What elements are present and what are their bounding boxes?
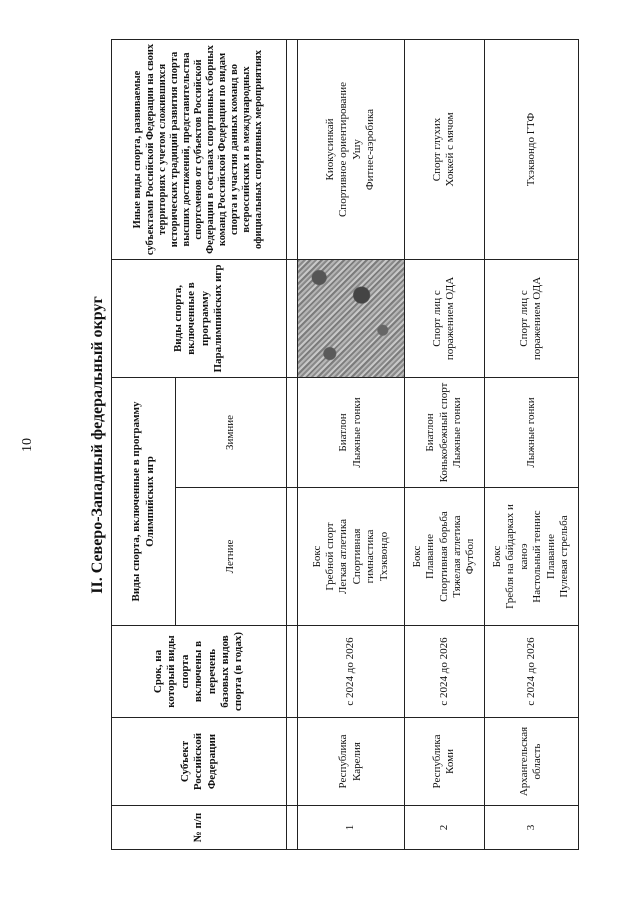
header-winter: Зимние xyxy=(176,378,287,488)
table-row xyxy=(297,40,404,850)
header-other: Иные виды спорта, развиваемые субъектами Российской Федерации на своих территориях с учетом сложившихся исторических традиций развития спорта высших достижений, представительства спортсменов от субъектов Российской Федерации в составах спортивных сборных команд Российской Федерации по видам спорта и участия данных команд во всероссийских и в международных официальных спортивных мероприятиях xyxy=(112,40,287,260)
page-number: 10 xyxy=(20,438,35,452)
table-row xyxy=(404,40,484,850)
sports-table xyxy=(111,39,579,850)
header-subject: Субъект Российской Федерации xyxy=(112,718,287,806)
row-other: Тхэквондо ГТФ xyxy=(484,40,578,260)
row-summer: Бокс Гребной спорт Легкая атлетика Спортивная гимнастика Тхэквондо xyxy=(297,488,404,626)
row-other: Киокусинкай Спортивное ориентирование Ушу Фитнес-аэробика xyxy=(297,40,404,260)
row-other: Спорт глухих Хоккей с мячом xyxy=(404,40,484,260)
row-subject: Архангельская область xyxy=(484,718,578,806)
header-term: Срок, на который виды спорта включены в перечень базовых видов спорта (в годах) xyxy=(112,626,287,718)
row-num: 3 xyxy=(484,806,578,850)
row-num: 2 xyxy=(404,806,484,850)
table-header-row xyxy=(112,40,176,850)
row-winter: Лыжные гонки xyxy=(484,378,578,488)
row-winter: Биатлон Конькобежный спорт Лыжные гонки xyxy=(404,378,484,488)
row-summer: Бокс Плавание Спортивная борьба Тяжелая атлетика Футбол xyxy=(404,488,484,626)
row-num: 1 xyxy=(297,806,404,850)
row-subject: Республика Карелия xyxy=(297,718,404,806)
table-spacer-row xyxy=(286,40,297,850)
row-term: с 2024 до 2026 xyxy=(484,626,578,718)
row-term: с 2024 до 2026 xyxy=(297,626,404,718)
row-paralympic: Спорт лиц с поражением ОДА xyxy=(404,260,484,378)
header-num: № п/п xyxy=(112,806,287,850)
row-paralympic: Спорт лиц с поражением ОДА xyxy=(484,260,578,378)
row-winter: Биатлон Лыжные гонки xyxy=(297,378,404,488)
header-paralympic: Виды спорта, включенные в программу Паралимпийских игр xyxy=(112,260,287,378)
row-summer: Бокс Гребля на байдарках и каноэ Настольный теннис Плавание Пулевая стрельба xyxy=(484,488,578,626)
header-olympic: Виды спорта, включенные в программу Олимпийских игр xyxy=(112,378,176,626)
table-row xyxy=(484,40,578,850)
shaded-cell-image xyxy=(298,260,404,377)
row-paralympic-shaded xyxy=(297,260,404,378)
district-title: II. Северо-Западный федеральный округ xyxy=(89,296,106,594)
row-subject: Республика Коми xyxy=(404,718,484,806)
row-term: с 2024 до 2026 xyxy=(404,626,484,718)
header-summer: Летние xyxy=(176,488,287,626)
rotated-table-page xyxy=(85,40,595,850)
